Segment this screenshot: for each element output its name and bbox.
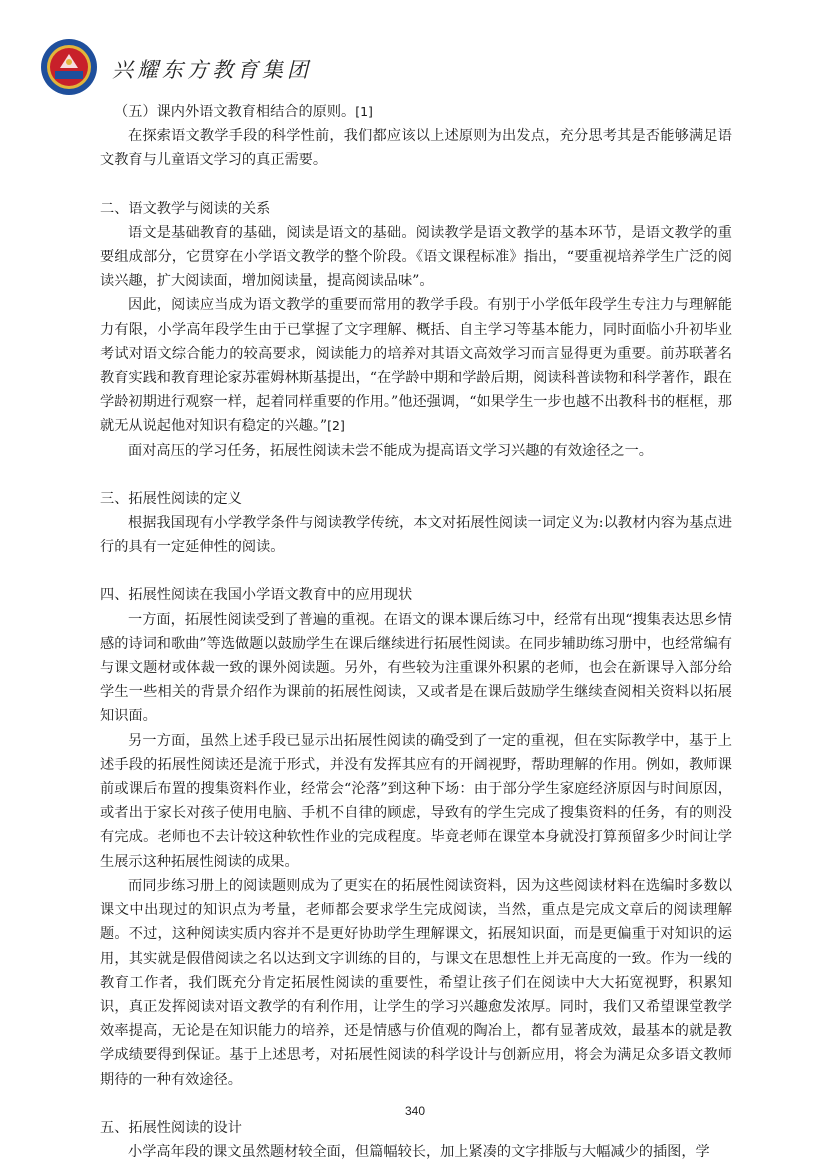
paragraph-text: （五）课内外语文教育相结合的原则。: [114, 104, 356, 120]
brand-name: 兴耀东方教育集团: [112, 58, 312, 82]
paragraph-text: 根据我国现有小学教学条件与阅读教学传统，本文对拓展性阅读一词定义为:以教材内容为基点进行的具有一定延伸性的阅读。: [100, 515, 732, 556]
citation: [1]: [355, 104, 373, 119]
school-logo-icon: [40, 38, 98, 96]
section-heading: 四、拓展性阅读在我国小学语文教育中的应用现状: [100, 587, 413, 604]
paragraph-text: 一方面，拓展性阅读受到了普遍的重视。在语文的课本课后练习中，经常有出现“搜集表达思乡情感的诗词和歌曲”等选做题以鼓励学生在课后继续进行拓展性阅读。在同步辅助练习册中，也经常编有与课文题材或体裁一致的课外阅读题。另外，有些较为注重课外积累的老师，也会在新课导入部分给学生一些相关的背景介绍作为课前的拓展性阅读，又或者是在课后鼓励学生继续查阅相关资料以拓展知识面。: [100, 611, 732, 725]
paragraph: [100, 124, 732, 172]
paragraph: [100, 729, 732, 874]
page-header: [40, 38, 800, 98]
paragraph-text: 在探索语文教学手段的科学性前，我们都应该以上述原则为出发点，充分思考其是否能够满足语文教育与儿童语文学习的真正需要。: [100, 128, 732, 169]
paragraph: [100, 608, 732, 729]
paragraph-text: 而同步练习册上的阅读题则成为了更实在的拓展性阅读资料，因为这些阅读材料在选编时多数以课文中出现过的知识点为考量，老师都会要求学生完成阅读，当然，重点是完成文章后的阅读理解题。不过，这种阅读实质内容并不是更好协助学生理解课文，拓展知识面，而是更偏重于对知识的运用，其实就是假借阅读之名以达到文字训练的目的，与课文在思想性上并无高度的一致。作为一线的教育工作者，我们既充分肯定拓展性阅读的重要性，希望让孩子们在阅读中大大拓宽视野，积累知识，真正发挥阅读对语文教学的有利作用，让学生的学习兴趣愈发浓厚。同时，我们又希望课堂教学效率提高，无论是在知识能力的培养，还是情感与价值观的陶冶上，都有显著成效，最基本的就是教学成绩要得到保证。基于上述思考，对拓展性阅读的科学设计与创新应用，将会为满足众多语文教师期待的一种有效途径。: [100, 877, 732, 1088]
paragraph: [100, 439, 732, 463]
citation: [2]: [327, 418, 345, 434]
paragraph-text: 小学高年段的课文虽然题材较全面，但篇幅较长，加上紧凑的文字排版与大幅减少的插图，学: [128, 1143, 710, 1160]
paragraph: [100, 221, 732, 294]
paragraph: [100, 874, 732, 1092]
paragraph-text: 语文是基础教育的基础，阅读是语文的基础。阅读教学是语文教学的基本环节，是语文教学的重要组成部分，它贯穿在小学语文教学的整个阶段。《语文课程标准》指出，“要重视培养学生广泛的阅读兴趣，扩大阅读面，增加阅读量，提高阅读品味”。: [100, 224, 732, 290]
paragraph-text: 另一方面，虽然上述手段已显示出拓展性阅读的确受到了一定的重视，但在实际教学中，基于上述手段的拓展性阅读还是流于形式，并没有发挥其应有的开阔视野，帮助理解的作用。例如，教师课前或课后布置的搜集资料作业，经常会“沦落”到这种下场：由于部分学生家庭经济原因与时间原因，或者出于家长对孩子使用电脑、手机不自律的顾虑，导致有的学生完成了搜集资料的任务，有的则没有完成。老师也不去计较这种软性作业的完成程度。毕竟老师在课堂本身就没打算预留多少时间让学生展示这种拓展性阅读的成果。: [100, 732, 732, 870]
paragraph-text: 面对高压的学习任务，拓展性阅读未尝不能成为提高语文学习兴趣的有效途径之一。: [128, 442, 653, 459]
paragraph: [100, 511, 732, 559]
section-heading: 五、拓展性阅读的设计: [100, 1119, 242, 1136]
page-number: 340: [404, 1104, 426, 1118]
paragraph: [100, 100, 732, 124]
article-body: [100, 100, 732, 1164]
paragraph: [100, 1140, 732, 1164]
section-heading: 三、拓展性阅读的定义: [100, 490, 242, 507]
paragraph-text: 因此，阅读应当成为语文教学的重要而常用的教学手段。有别于小学低年段学生专注力与理解能力有限，小学高年段学生由于已掌握了文字理解、概括、自主学习等基本能力，同时面临小升初毕业考试对语文综合能力的较高要求，阅读能力的培养对其语文高效学习而言显得更为重要。前苏联著名教育实践和教育理论家苏霍姆林斯基提出，“在学龄中期和学龄后期，阅读科普读物和科学著作，跟在学龄初期进行观察一样，起着同样重要的作用。”他还强调，“如果学生一步也越不出教科书的框框，那就无从说起他对知识有稳定的兴趣。”: [100, 297, 732, 435]
section-heading: 二、语文教学与阅读的关系: [100, 200, 271, 217]
paragraph: [100, 293, 732, 438]
